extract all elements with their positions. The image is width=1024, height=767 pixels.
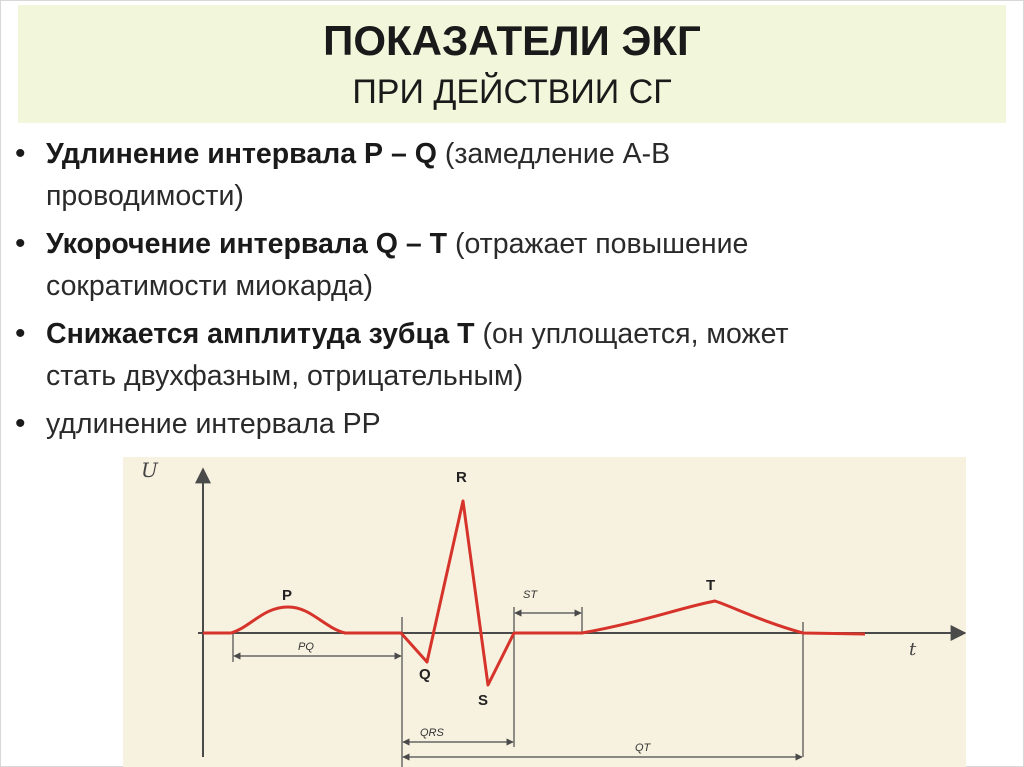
bullet-2-rest: (отражает повышение bbox=[447, 228, 749, 260]
ecg-svg bbox=[123, 457, 966, 767]
t-wave-label: T bbox=[706, 577, 716, 594]
slide-title: ПОКАЗАТЕЛИ ЭКГ bbox=[323, 17, 701, 64]
bullet-marker: • bbox=[15, 137, 26, 170]
bullet-marker: • bbox=[15, 407, 26, 440]
bullet-item-1 bbox=[46, 133, 976, 217]
slide-subtitle: ПРИ ДЕЙСТВИИ СГ bbox=[352, 73, 672, 111]
bullet-4-rest: удлинение интервала РР bbox=[46, 408, 381, 440]
y-axis-label: U bbox=[141, 458, 158, 482]
bullet-1-rest: (замедление А-В bbox=[436, 138, 671, 170]
bullet-2-bold: Укорочение интервала Q – T bbox=[46, 228, 448, 260]
qt-interval-label: QT bbox=[635, 742, 651, 754]
qrs-interval-label: QRS bbox=[420, 727, 444, 739]
bullet-item-2 bbox=[46, 223, 976, 307]
r-wave-label: R bbox=[456, 469, 467, 486]
bullet-marker: • bbox=[15, 317, 26, 350]
title-band bbox=[18, 5, 1006, 123]
x-axis-label: t bbox=[909, 639, 917, 660]
bullet-3-rest: (он уплощается, может bbox=[474, 318, 789, 350]
pq-interval-label: PQ bbox=[298, 641, 314, 653]
p-wave-label: P bbox=[282, 587, 293, 604]
st-interval-label: ST bbox=[523, 589, 538, 601]
bullet-marker: • bbox=[15, 227, 26, 260]
bullet-item-4 bbox=[46, 403, 976, 445]
q-wave-label: Q bbox=[419, 666, 431, 683]
bullet-3-bold: Снижается амплитуда зубца Т bbox=[46, 318, 475, 350]
bullet-2-line2: сократимости миокарда) bbox=[46, 270, 373, 302]
bullet-item-3 bbox=[46, 313, 976, 397]
bullet-3-line2: стать двухфазным, отрицательным) bbox=[46, 360, 524, 392]
bullet-1-bold: Удлинение интервала Р – Q bbox=[46, 138, 437, 170]
bullet-1-line2: проводимости) bbox=[46, 180, 244, 212]
s-wave-label: S bbox=[478, 692, 489, 709]
ecg-diagram bbox=[123, 457, 966, 767]
